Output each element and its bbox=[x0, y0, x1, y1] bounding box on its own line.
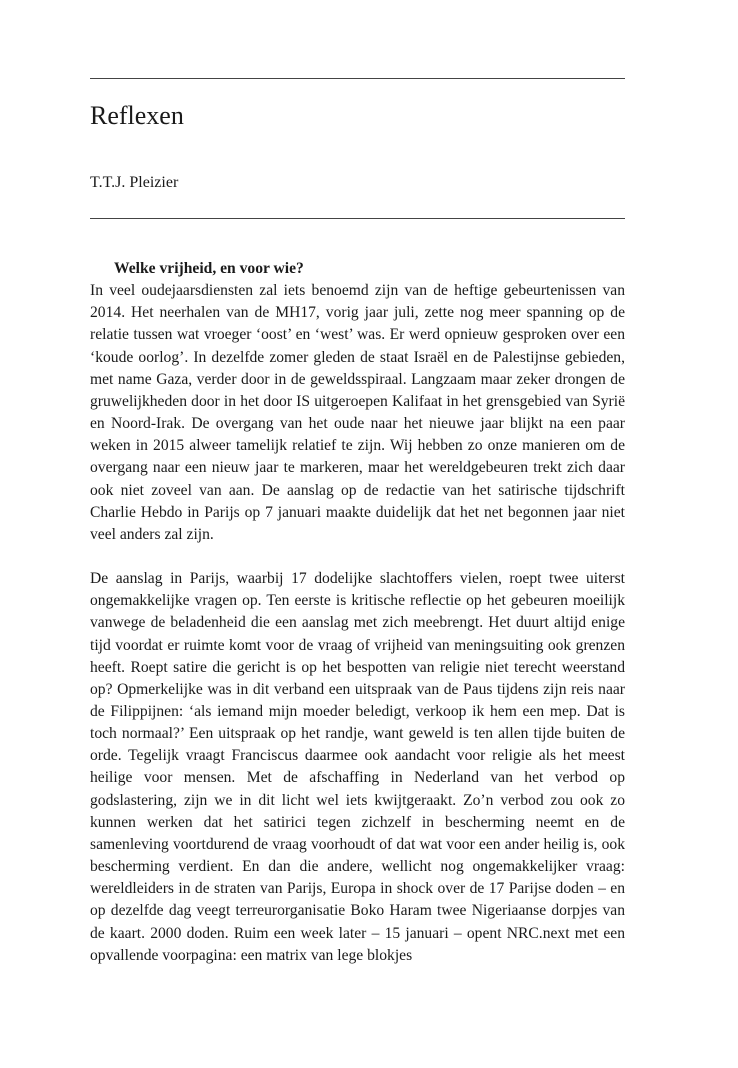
section-heading: Welke vrijheid, en voor wie? bbox=[114, 260, 304, 277]
article-title: Reflexen bbox=[90, 101, 184, 130]
header-divider bbox=[90, 218, 625, 219]
paragraph-2: De aanslag in Parijs, waarbij 17 dodelijke slachtoffers vielen, roept twee uiterst ongemakkelijke vragen op. Ten eerste is kritische reflectie op het gebeuren moeilijk vanwege de beladenheid die een aanslag met zich meebrengt. Het duurt altijd enige tijd voordat er ruimte komt voor de vraag of vrijheid van meningsuiting ook grenzen heeft. Roept satire die gericht is op het bespotten van religie niet terecht weerstand op? Opmerkelijke was in dit verband een uitspraak van de Paus tijdens zijn reis naar de Filippijnen: ‘als iemand mijn moeder beledigt, verkoop ik hem een mep. Dat is toch normaal?’ Een uitspraak op het randje, want geweld is ten allen tijde buiten de orde. Tegelijk vraagt Franciscus daarmee ook aandacht voor religie als het meest heilige voor mensen. Met de afschaffing in Nederland van het verbod op godslastering, zijn we in dit licht wel iets kwijtgeraakt. Zo’n verbod zou ook zo kunnen werken dat het satirici tegen zichzelf in bescherming neemt en de samenleving voortdurend de vraag voorhoudt of dat wat voor een ander heilig is, ook bescherming verdient. En dan die andere, wellicht nog ongemakkelijker vraag: wereldleiders in de straten van Parijs, Europa in shock over de 17 Parijse doden – en op dezelfde dag veegt terreurorganisatie Boko Haram twee Nigeriaanse dorpjes van de kaart. 2000 doden. Ruim een week later – 15 januari – opent NRC.next met een opvallende voorpagina: een matrix van lege blokjes bbox=[90, 570, 625, 964]
top-rule bbox=[90, 78, 625, 79]
article-body bbox=[90, 258, 625, 967]
article-author: T.T.J. Pleizier bbox=[90, 174, 179, 191]
paragraph-1: In veel oudejaarsdiensten zal iets benoemd zijn van de heftige gebeurtenissen van 2014. Het neerhalen van de MH17, vorig jaar juli, zette nog meer spanning op de relatie tussen wat vroeger ‘oost’ en ‘west’ was. Er werd opnieuw gesproken over een ‘koude oorlog’. In dezelfde zomer gleden de staat Israël en de Palestijnse gebieden, met name Gaza, verder door in de geweldsspiraal. Langzaam maar zeker drongen de gruwelijkheden door in het door IS uitgeroepen Kalifaat in het grensgebied van Syrië en Noord-Irak. De overgang van het oude naar het nieuwe jaar blijkt na een paar weken in 2015 alweer tamelijk relatief te zijn. Wij hebben zo onze manieren om de overgang naar een nieuw jaar te markeren, maar het wereldgebeuren trekt zich daar ook niet zoveel van aan. De aanslag op de redactie van het satirische tijdschrift Charlie Hebdo in Parijs op 7 januari maakte duidelijk dat het net begonnen jaar niet veel anders zal zijn. bbox=[90, 282, 625, 543]
